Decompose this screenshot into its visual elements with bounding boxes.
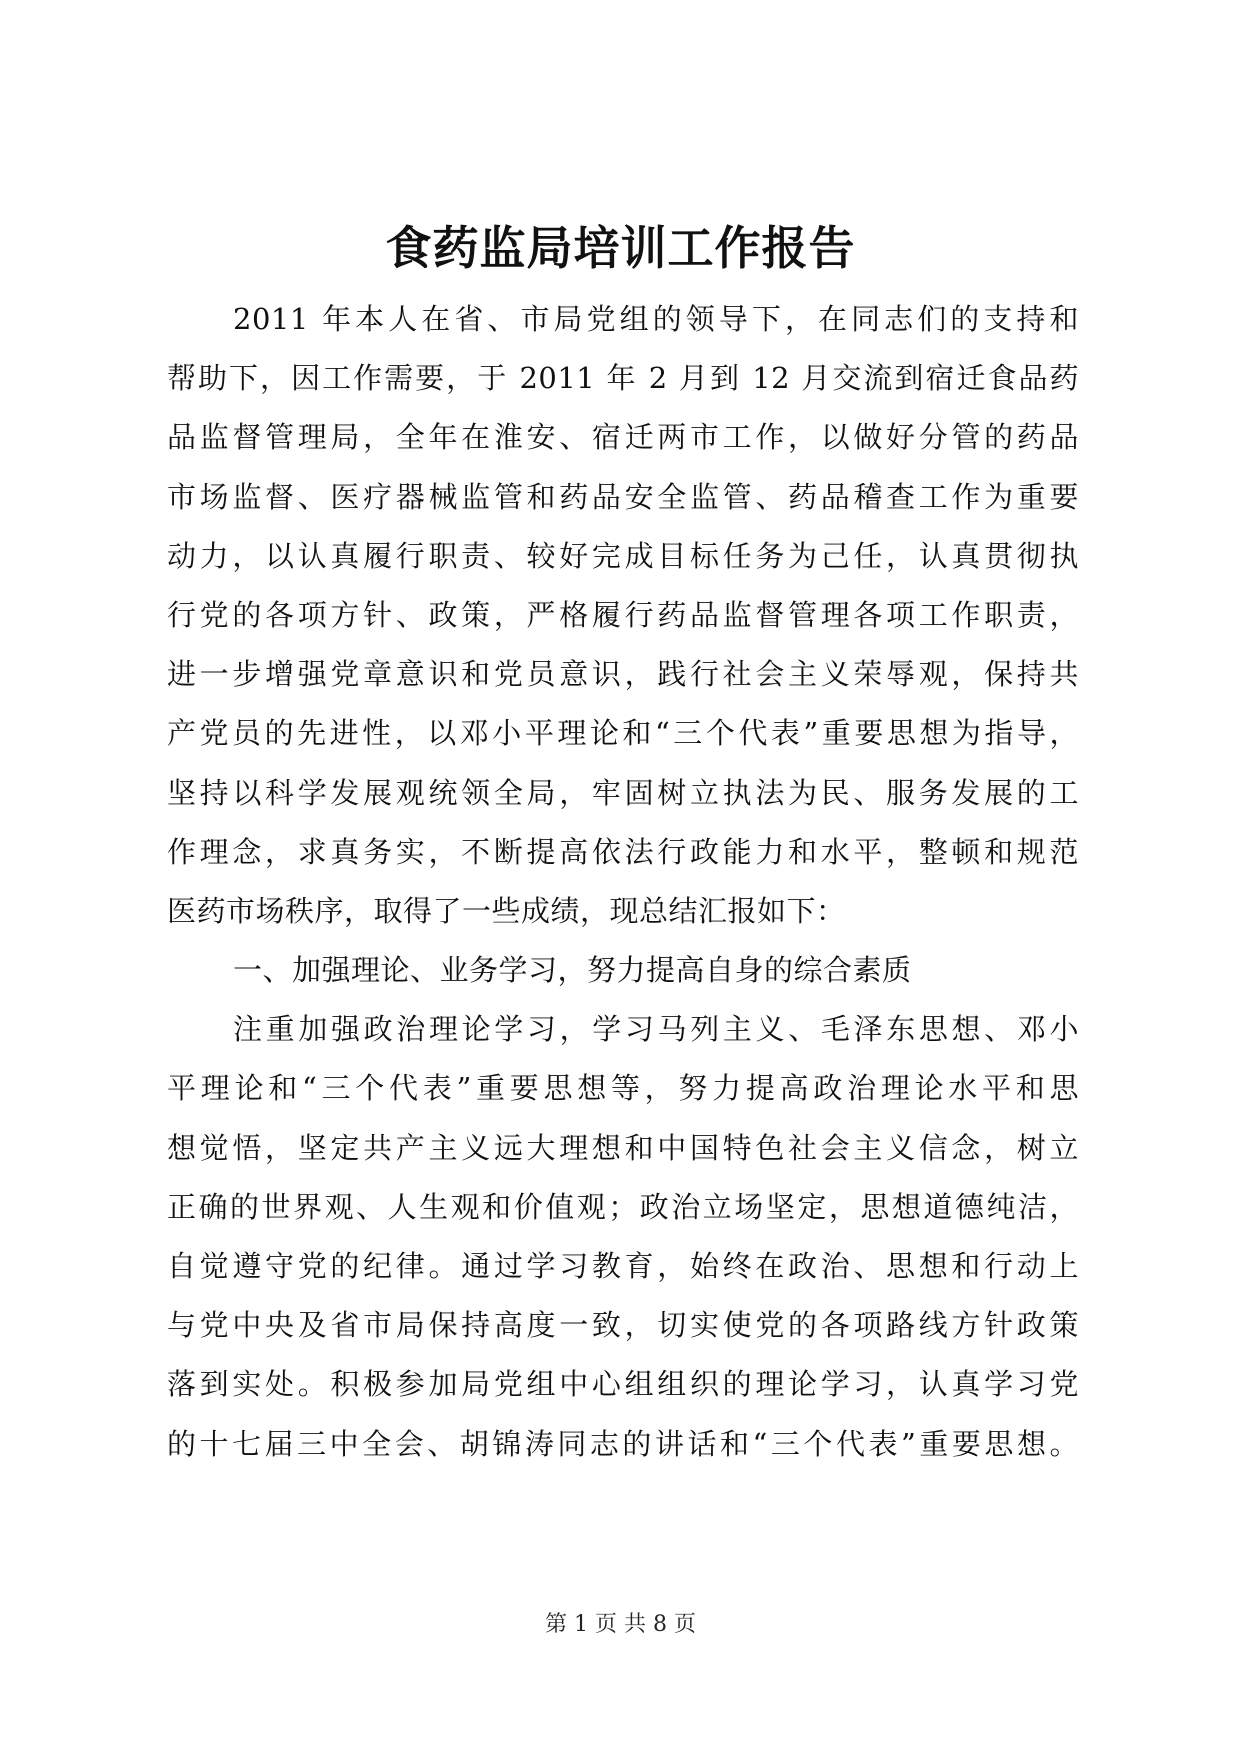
text-line: 作理念，求真务实，不断提高依法行政能力和水平，整顿和规范 (167, 834, 1079, 869)
text-line: 帮助下，因工作需要，于 2011 年 2 月到 12 月交流到宿迁食品药 (167, 361, 1079, 396)
text-line: 想觉悟，坚定共产主义远大理想和中国特色社会主义信念，树立 (167, 1130, 1079, 1165)
text-line: 动力，以认真履行职责、较好完成目标任务为己任，认真贯彻执 (167, 538, 1079, 573)
document-title: 食药监局培训工作报告 (385, 221, 856, 275)
text-line: 行党的各项方针、政策，严格履行药品监督管理各项工作职责， (167, 597, 1079, 632)
text-line: 平理论和“三个代表”重要思想等，努力提高政治理论水平和思 (167, 1071, 1079, 1106)
text-line: 正确的世界观、人生观和价值观；政治立场坚定，思想道德纯洁， (167, 1189, 1079, 1224)
text-line: 2011 年本人在省、市局党组的领导下，在同志们的支持和 (233, 302, 1079, 336)
text-line: 医药市场秩序，取得了一些成绩，现总结汇报如下： (167, 893, 846, 928)
page-number-footer: 第 1 页 共 8 页 (545, 1612, 696, 1637)
text-line: 产党员的先进性，以邓小平理论和“三个代表”重要思想为指导， (167, 716, 1079, 751)
text-line: 与党中央及省市局保持高度一致，切实使党的各项路线方针政策 (167, 1308, 1079, 1343)
text-line: 坚持以科学发展观统领全局，牢固树立执法为民、服务发展的工 (167, 775, 1079, 810)
text-line: 注重加强政治理论学习，学习马列主义、毛泽东思想、邓小 (233, 1012, 1079, 1047)
text-line: 市场监督、医疗器械监管和药品安全监管、药品稽查工作为重要 (167, 479, 1079, 514)
text-line: 落到实处。积极参加局党组中心组组织的理论学习，认真学习党 (167, 1367, 1079, 1402)
text-line: 进一步增强党章意识和党员意识，践行社会主义荣辱观，保持共 (167, 657, 1079, 692)
text-line: 自觉遵守党的纪律。通过学习教育，始终在政治、思想和行动上 (167, 1249, 1079, 1283)
text-line: 品监督管理局，全年在淮安、宿迁两市工作，以做好分管的药品 (167, 420, 1079, 455)
text-line: 的十七届三中全会、胡锦涛同志的讲话和“三个代表”重要思想。 (167, 1426, 1079, 1461)
document-body (167, 290, 1079, 1474)
section-heading: 一、加强理论、业务学习，努力提高自身的综合素质 (233, 953, 912, 988)
